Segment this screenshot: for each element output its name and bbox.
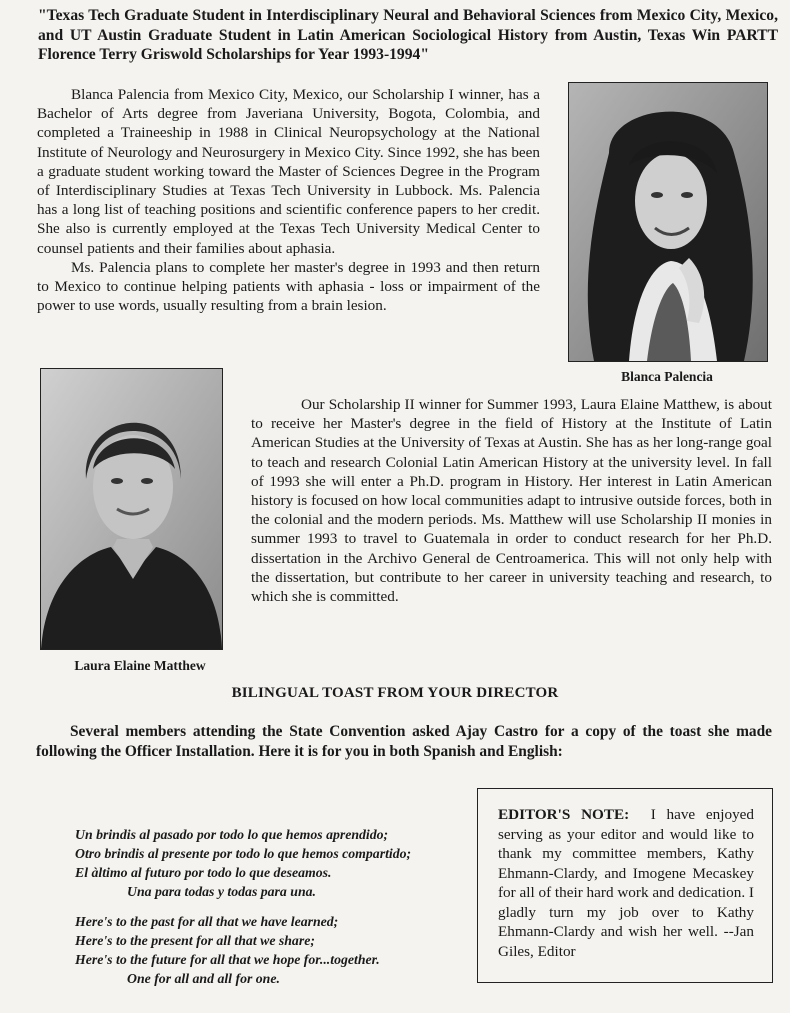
portrait-woman-long-hair <box>569 83 767 361</box>
toast-spanish <box>75 825 411 901</box>
toast-english <box>75 912 380 988</box>
palencia-paragraph-1: Blanca Palencia from Mexico City, Mexico, our Scholarship I winner, has a Bachelor of Arts degree from Javeriana University, Bogota, Colombia, and completed a Traineeship in 1988 in Clinical Neuropsychology at the National Institute of Neurology and Neurosurgery in Mexico City. Since 1992, she has been a graduate student working toward the Master of Sciences Degree in the Program of Interdisciplinary Studies at Texas Tech University in Lubbock. Ms. Palencia has a long list of teaching positions and scientific conference papers to her credit. She also is currently employed at the Texas Tech University Medical Center to counsel patients and their families about aphasia. <box>37 86 540 257</box>
editor-note-text: I have enjoyed serving as your editor and would like to thank my committee members, Kathy Ehmann-Clardy, and Imogene Mecaskey for all of their hard work and dedication. I gladly turn my job over to Kathy Ehmann-Clardy and wish her well. --Jan Giles, Editor <box>498 806 754 960</box>
toast-line: Here's to the past for all that we have learned; <box>75 914 339 929</box>
blanca-palencia-photo <box>568 82 768 362</box>
palencia-caption: Blanca Palencia <box>621 369 713 384</box>
portrait-woman-short-hair <box>41 369 222 649</box>
toast-line: Here's to the future for all that we hope for...together. <box>75 952 380 967</box>
toast-intro: Several members attending the State Convention asked Ajay Castro for a copy of the toast she made following the Officer Installation. Here it is for you in both Spanish and English: <box>36 723 772 760</box>
laura-matthew-photo <box>40 368 223 650</box>
palencia-paragraph-2: Ms. Palencia plans to complete her master's degree in 1993 and then return to Mexico to continue helping patients with aphasia - loss or impairment of the power to use words, usually resulting from a brain lesion. <box>37 258 540 315</box>
toast-line: Here's to the present for all that we share; <box>75 933 315 948</box>
toast-line: Una para todas y todas para una. <box>127 884 316 899</box>
toast-line: One for all and all for one. <box>127 971 280 986</box>
toast-line: El àltimo al futuro por todo lo que deseamos. <box>75 865 332 880</box>
toast-line: Un brindis al pasado por todo lo que hemos aprendido; <box>75 827 389 842</box>
editor-note-label: EDITOR'S NOTE: <box>498 806 630 823</box>
matthew-paragraph: Our Scholarship II winner for Summer 1993, Laura Elaine Matthew, is about to receive her Master's degree in the field of History at the Institute of Latin American Studies at the University of Texas at Austin. She has as her long-range goal to teach and research Colonial Latin American History at the university level. In fall of 1993 she will enter a Ph.D. program in History. Her interest in Latin American history is focused on how local communities adapt to intrusive outside forces, both in the colonial and the modern periods. Ms. Matthew will use Scholarship II monies in summer 1993 to travel to Guatemala in order to conduct research for her Ph.D. dissertation in the Archivo General de Centroamerica. This will not only help with the dissertation, but contribute to her career in university teaching and research, to which she is committed. <box>251 396 772 606</box>
article-headline: "Texas Tech Graduate Student in Interdisciplinary Neural and Behavioral Sciences from Mexico City, Mexico, and UT Austin Graduate Student in Latin American Sociological History from Austin, Texas Win PARTT Florence Terry Griswold Scholarships for Year 1993-1994" <box>38 7 778 63</box>
palencia-article <box>37 85 540 315</box>
matthew-article <box>251 395 772 606</box>
toast-section-title: BILINGUAL TOAST FROM YOUR DIRECTOR <box>231 685 559 701</box>
editor-note-box <box>477 788 773 983</box>
toast-line: Otro brindis al presente por todo lo que hemos compartido; <box>75 846 412 861</box>
matthew-caption: Laura Elaine Matthew <box>74 658 206 673</box>
